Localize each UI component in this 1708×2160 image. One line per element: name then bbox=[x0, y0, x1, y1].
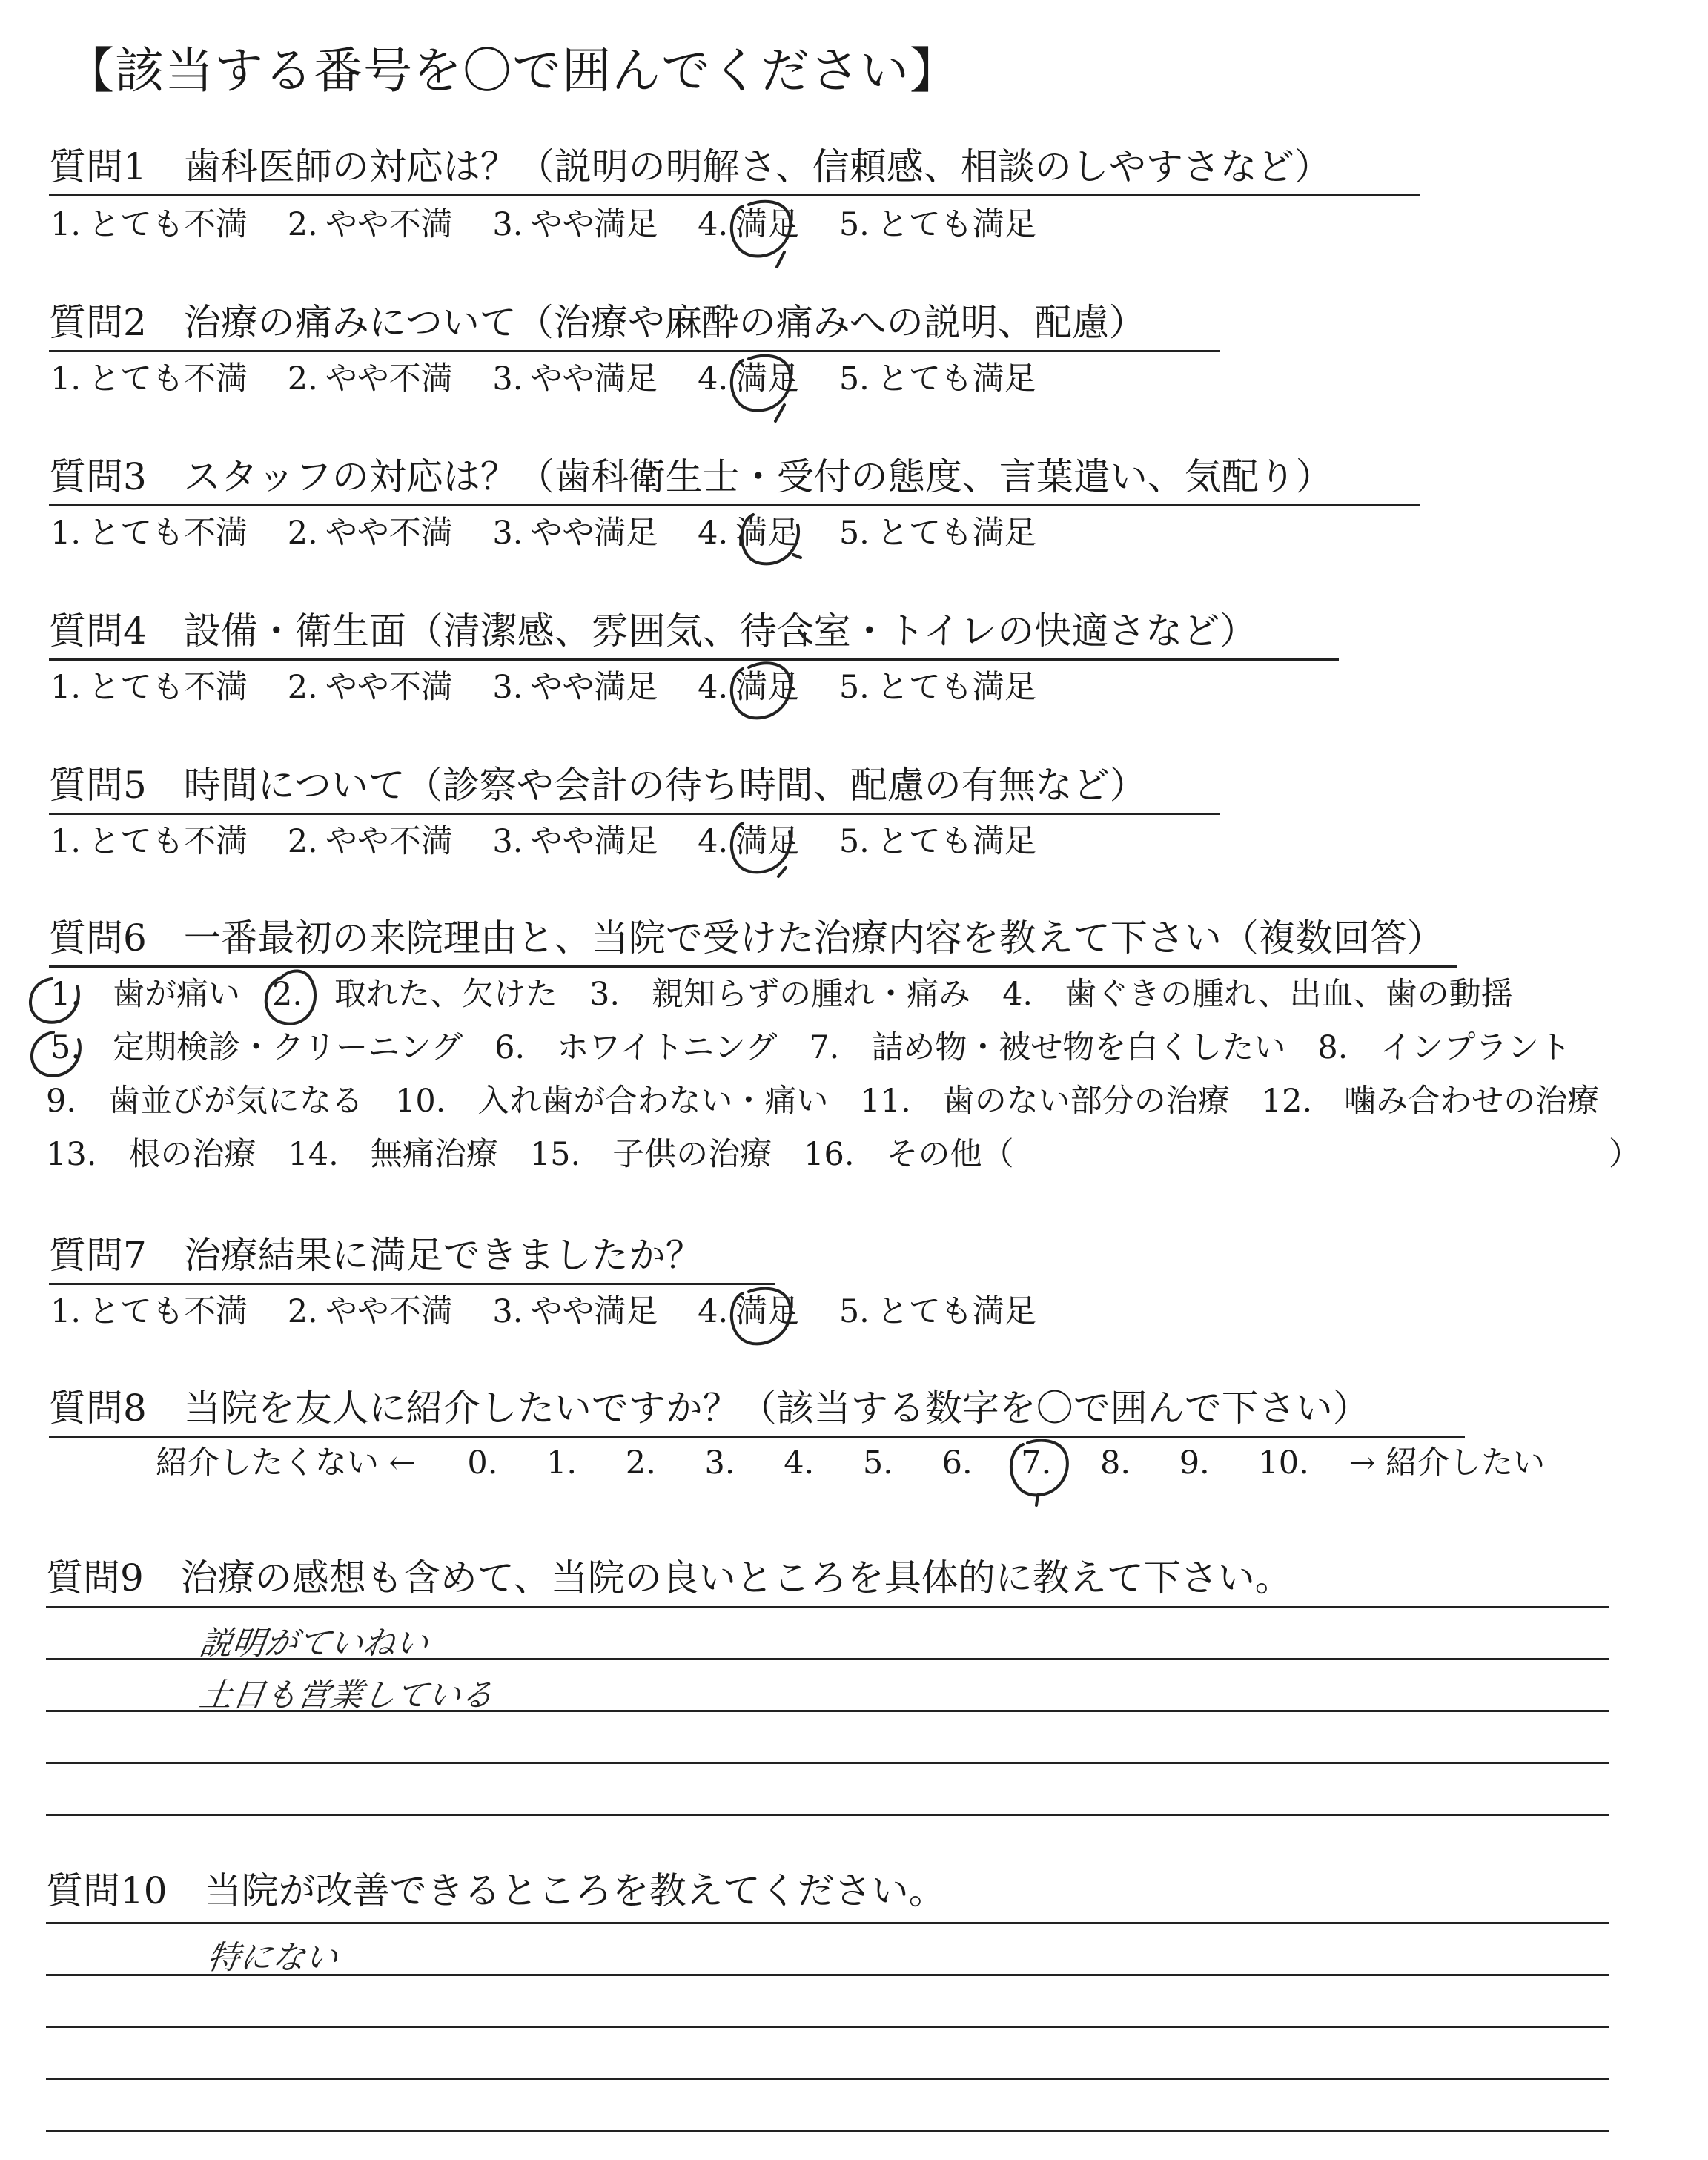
q5-options bbox=[50, 823, 1066, 860]
q10-answer-line-1[interactable] bbox=[46, 1922, 1609, 1924]
q4-option-2[interactable]: 2. やや不満 bbox=[287, 669, 453, 706]
q5-option-4[interactable]: 4. 満足 bbox=[698, 823, 800, 860]
q4-title: 質問4 設備・衛生面（清潔感、雰囲気、待合室・トイレの快適さなど） bbox=[49, 612, 1339, 661]
q6-row-3[interactable]: 9. 歯並びが気になる 10. 入れ歯が合わない・痛い 11. 歯のない部分の治療 12. 噛み合わせの治療 bbox=[46, 1083, 1600, 1120]
q10-handwritten-answer-1: 特にない bbox=[204, 1939, 340, 1977]
q10-answer-line-5[interactable] bbox=[46, 2130, 1609, 2132]
q8-scale-7[interactable]: 7. bbox=[1021, 1444, 1052, 1482]
q7-option-1[interactable]: 1. とても不満 bbox=[50, 1293, 248, 1330]
q4-option-3[interactable]: 3. やや満足 bbox=[492, 669, 658, 706]
q8-title: 質問8 当院を友人に紹介したいですか？（該当する数字を〇で囲んで下さい） bbox=[49, 1390, 1465, 1438]
q6-other-close: ） bbox=[1609, 1136, 1641, 1173]
q9-title: 質問9 治療の感想も含めて、当院の良いところを具体的に教えて下さい。 bbox=[46, 1556, 1292, 1599]
q3-option-3[interactable]: 3. やや満足 bbox=[492, 515, 658, 552]
q7-option-3[interactable]: 3. やや満足 bbox=[492, 1293, 658, 1330]
q9-answer-line-5[interactable] bbox=[46, 1814, 1609, 1816]
q8-scale-4[interactable]: 4. bbox=[784, 1444, 815, 1482]
q8-scale-2[interactable]: 2. bbox=[625, 1444, 656, 1482]
q6-title: 質問6 一番最初の来院理由と、当院で受けた治療内容を教えて下さい（複数回答） bbox=[49, 919, 1457, 968]
q4-option-5[interactable]: 5. とても満足 bbox=[838, 669, 1036, 706]
q8-scale-1[interactable]: 1. bbox=[546, 1444, 577, 1482]
q6-row-1[interactable]: 1. 歯が痛い 2. 取れた、欠けた 3. 親知らずの腫れ・痛み 4. 歯ぐきの腫れ、出血、歯の動揺 bbox=[50, 976, 1513, 1013]
q1-option-5[interactable]: 5. とても満足 bbox=[838, 206, 1036, 243]
q9-handwritten-answer-2: 土日も営業している bbox=[196, 1677, 496, 1714]
q9-answer-line-1[interactable] bbox=[46, 1606, 1609, 1608]
q4-option-4[interactable]: 4. 満足 bbox=[698, 669, 800, 706]
q5-option-5[interactable]: 5. とても満足 bbox=[838, 823, 1036, 860]
q1-title: 質問1 歯科医師の対応は？（説明の明解さ、信頼感、相談のしやすさなど） bbox=[49, 148, 1420, 196]
q2-option-3[interactable]: 3. やや満足 bbox=[492, 360, 658, 397]
q6-row-2[interactable]: 5. 定期検診・クリーニング 6. ホワイトニング 7. 詰め物・被せ物を白くしたい 8. インプラント bbox=[50, 1029, 1572, 1066]
q2-option-2[interactable]: 2. やや不満 bbox=[287, 360, 453, 397]
q7-option-4[interactable]: 4. 満足 bbox=[698, 1293, 800, 1330]
form-header: 【該当する番号を〇で囲んでください】 bbox=[65, 42, 959, 99]
q10-answer-line-4[interactable] bbox=[46, 2078, 1609, 2080]
q3-option-1[interactable]: 1. とても不満 bbox=[50, 515, 248, 552]
q8-scale-3[interactable]: 3. bbox=[704, 1444, 735, 1482]
q10-title: 質問10 当院が改善できるところを教えてください。 bbox=[46, 1869, 946, 1912]
q5-option-3[interactable]: 3. やや満足 bbox=[492, 823, 658, 860]
q8-scale-8[interactable]: 8. bbox=[1100, 1444, 1131, 1482]
q5-option-1[interactable]: 1. とても不満 bbox=[50, 823, 248, 860]
q8-left-label: 紹介したくない ← bbox=[156, 1444, 416, 1482]
q7-option-2[interactable]: 2. やや不満 bbox=[287, 1293, 453, 1330]
q7-title: 質問7 治療結果に満足できましたか？ bbox=[49, 1237, 775, 1285]
q9-handwritten-answer-1: 説明がていねい bbox=[196, 1625, 431, 1662]
q6-row-4[interactable]: 13. 根の治療 14. 無痛治療 15. 子供の治療 16. その他（ bbox=[46, 1136, 1014, 1173]
q8-scale-6[interactable]: 6. bbox=[941, 1444, 973, 1482]
q8-scale-0[interactable]: 0. bbox=[467, 1444, 498, 1482]
q4-option-1[interactable]: 1. とても不満 bbox=[50, 669, 248, 706]
q3-options bbox=[50, 515, 1066, 552]
q1-option-3[interactable]: 3. やや満足 bbox=[492, 206, 658, 243]
q1-option-1[interactable]: 1. とても不満 bbox=[50, 206, 248, 243]
q8-scale-9[interactable]: 9. bbox=[1179, 1444, 1210, 1482]
q2-title: 質問2 治療の痛みについて（治療や麻酔の痛みへの説明、配慮） bbox=[49, 304, 1220, 352]
q1-option-2[interactable]: 2. やや不満 bbox=[287, 206, 453, 243]
q1-options bbox=[50, 206, 1066, 243]
q5-option-2[interactable]: 2. やや不満 bbox=[287, 823, 453, 860]
q10-answer-line-3[interactable] bbox=[46, 2026, 1609, 2028]
q8-scale bbox=[156, 1444, 1546, 1482]
q2-option-5[interactable]: 5. とても満足 bbox=[838, 360, 1036, 397]
q2-option-1[interactable]: 1. とても不満 bbox=[50, 360, 248, 397]
q4-options bbox=[50, 669, 1066, 706]
q3-option-2[interactable]: 2. やや不満 bbox=[287, 515, 453, 552]
q8-scale-5[interactable]: 5. bbox=[862, 1444, 893, 1482]
q3-title: 質問3 スタッフの対応は？（歯科衛生士・受付の態度、言葉遣い、気配り） bbox=[49, 458, 1420, 506]
q2-options bbox=[50, 360, 1066, 397]
q8-scale-10[interactable]: 10. bbox=[1258, 1444, 1309, 1482]
q1-option-4[interactable]: 4. 満足 bbox=[698, 206, 800, 243]
q7-options bbox=[50, 1293, 1066, 1330]
q5-title: 質問5 時間について（診察や会計の待ち時間、配慮の有無など） bbox=[49, 767, 1220, 815]
q3-option-5[interactable]: 5. とても満足 bbox=[838, 515, 1036, 552]
q7-option-5[interactable]: 5. とても満足 bbox=[838, 1293, 1036, 1330]
q8-right-label: → 紹介したい bbox=[1348, 1444, 1546, 1482]
q9-answer-line-4[interactable] bbox=[46, 1762, 1609, 1764]
q2-option-4[interactable]: 4. 満足 bbox=[698, 360, 800, 397]
q3-option-4[interactable]: 4. 満足 bbox=[698, 515, 800, 552]
